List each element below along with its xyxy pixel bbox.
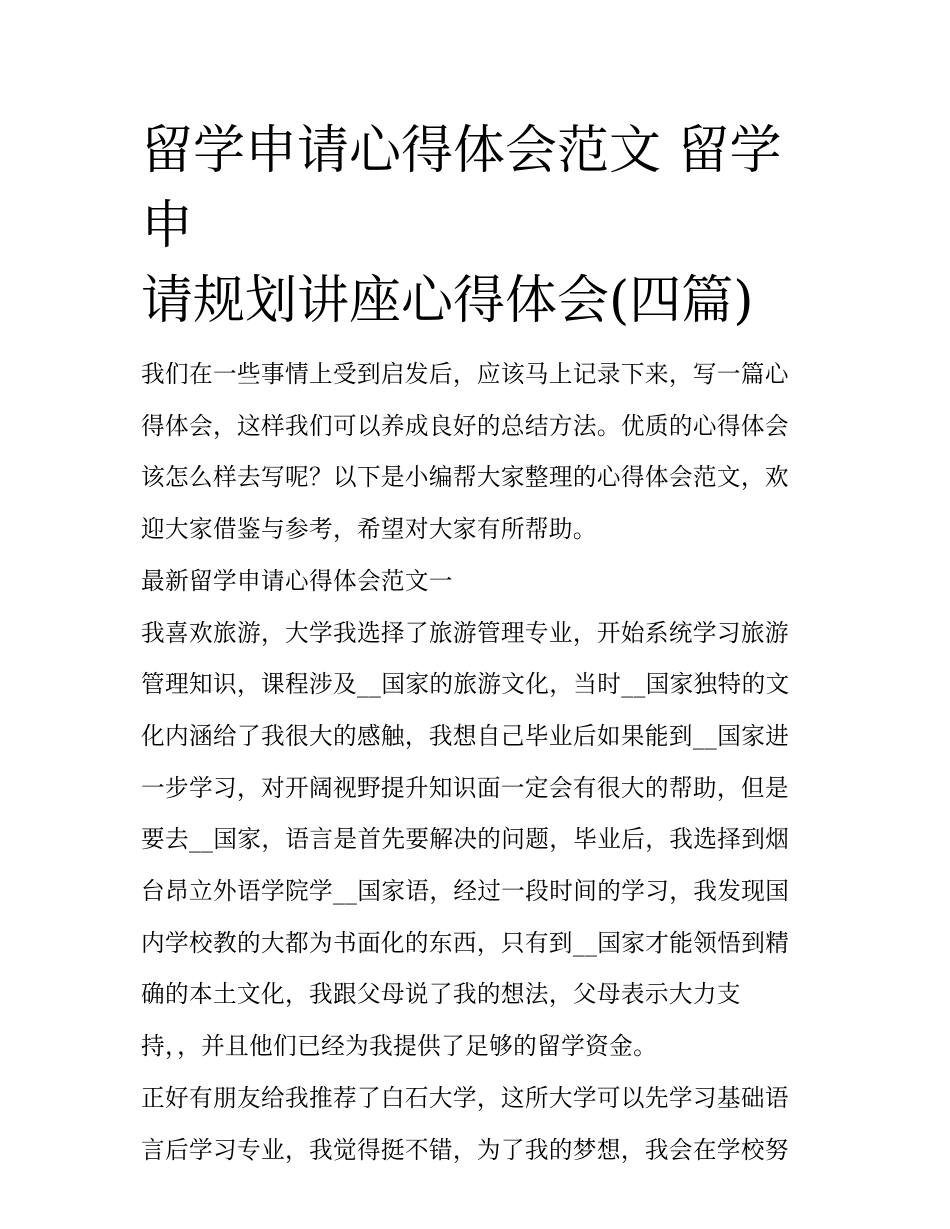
document-body [141, 114, 813, 1176]
body-paragraph: 我喜欢旅游，大学我选择了旅游管理专业，开始系统学习旅游 管理知识，课程涉及__国家的旅游文化，当时__国家独特的文 化内涵给了我很大的感触，我想自己毕业后如果能到__国家进 一步学习，对开阔视野提升知识面一定会有很大的帮助，但是 要去__国家，语言是首先要解决的问题，毕业后，我选择到烟 台昂立外语学院学__国家语，经过一段时间的学习，我发现国 内学校教的大都为书面化的东西，只有到__国家才能领悟到精 确的本土文化，我跟父母说了我的想法，父母表示大力支 持，，并且他们已经为我提供了足够的留学资金。 [141, 618, 790, 1061]
document-title: 留学申请心得体会范文 留学申 请规划讲座心得体会(四篇) [141, 121, 782, 331]
section-heading: 最新留学申请心得体会范文一 [141, 566, 453, 595]
intro-paragraph: 我们在一些事情上受到启发后，应该马上记录下来，写一篇心 得体会，这样我们可以养成良好的总结方法。优质的心得体会 该怎么样去写呢？以下是小编帮大家整理的心得体会范文，欢 迎大家借鉴与参考，希望对大家有所帮助。 [141, 360, 789, 544]
body-paragraph: 正好有朋友给我推荐了白石大学，这所大学可以先学习基础语 言后学习专业，我觉得挺不错，为了我的梦想，我会在学校努 [141, 1083, 789, 1164]
